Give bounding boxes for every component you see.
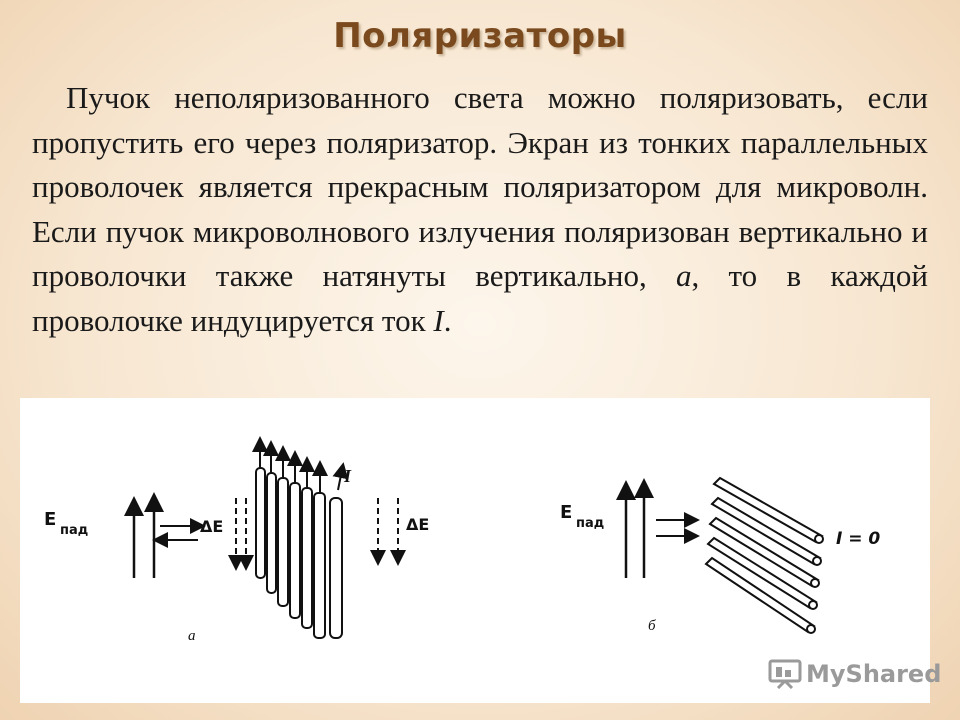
- wire-grid: [256, 468, 342, 638]
- wire: [330, 498, 342, 638]
- paragraph-text-2: , то в каждой проволочке индуцируется ток: [32, 258, 928, 338]
- figure-b: [560, 478, 880, 634]
- e-incident-sub-b: пад: [576, 516, 605, 531]
- paragraph-text-3: .: [443, 302, 452, 338]
- wire: [267, 473, 276, 593]
- delta-e-right-label: ΔE: [406, 515, 430, 534]
- presentation-board-icon: [768, 659, 802, 689]
- paragraph-text-1: Пучок неполяризованного света можно поляризовать, если пропустить его через поляризатор. Экран из тонких параллельных проволочек является прекрасным поляризатором для микроволн. Если пучок микроволнового излучения поляризован вертикально и проволочки также натянуты вертикально,: [32, 80, 928, 293]
- wire: [314, 493, 325, 638]
- caption-a: а: [188, 628, 196, 644]
- current-zero-label: I = 0: [836, 529, 881, 549]
- figure-a: [44, 444, 429, 644]
- current-arrow-label-pointer: [338, 470, 342, 490]
- wire: [290, 483, 300, 618]
- current-label: I: [344, 466, 352, 486]
- e-incident-label-a: E: [44, 509, 57, 530]
- delta-e-left-label: ΔE: [200, 517, 224, 536]
- caption-b: б: [648, 618, 656, 634]
- body-paragraph: [32, 76, 928, 343]
- watermark-text: MyShared: [806, 660, 942, 688]
- wire: [256, 468, 265, 578]
- wire: [278, 478, 288, 606]
- italic-a: а: [676, 258, 692, 293]
- horizontal-wire-grid: [706, 478, 822, 632]
- slide-title: Поляризаторы: [333, 16, 627, 56]
- wire: [302, 488, 312, 628]
- e-incident-label-b: E: [560, 502, 573, 523]
- e-incident-sub-a: пад: [60, 523, 89, 538]
- italic-current-I: I: [433, 302, 444, 338]
- watermark: [768, 656, 941, 692]
